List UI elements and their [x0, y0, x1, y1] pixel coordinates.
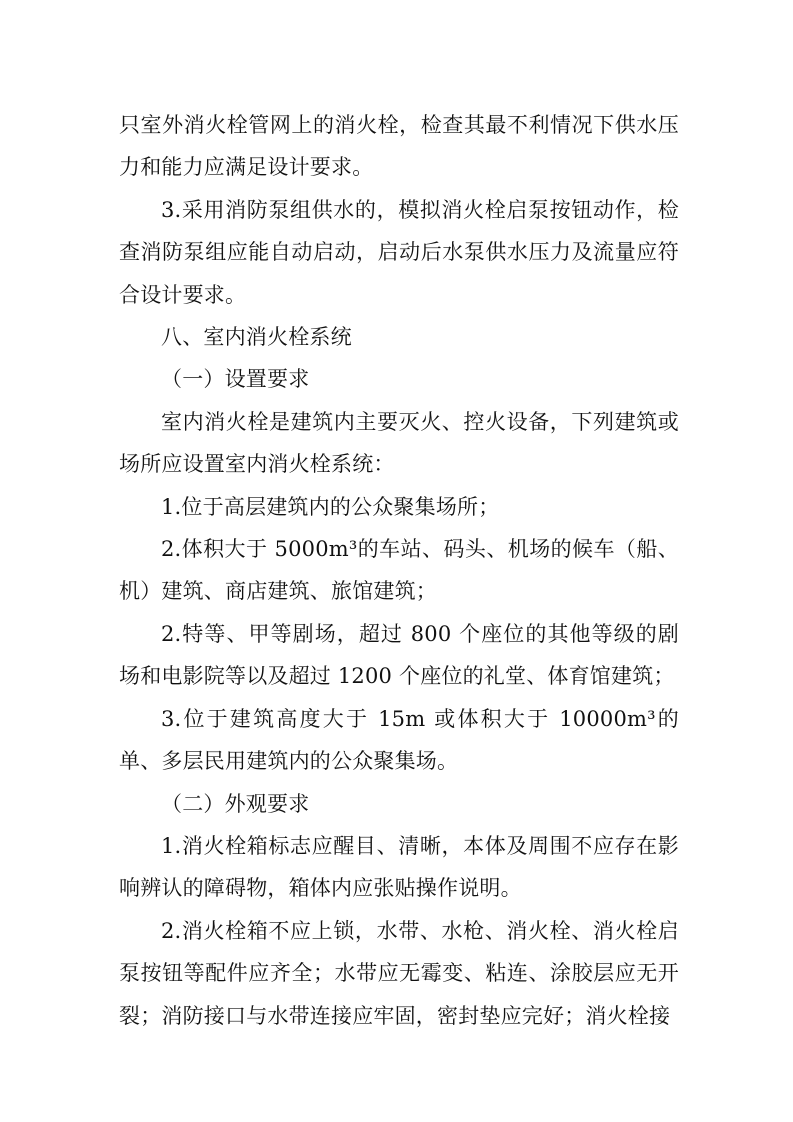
list-item-building-height: 3.位于建筑高度大于 15m 或体积大于 10000m³的单、多层民用建筑内的公众聚集场。: [119, 706, 679, 774]
paragraph-pump-supply: 3.采用消防泵组供水的，模拟消火栓启泵按钮动作，检查消防泵组应能自动启动，启动后水泵供水压力及流量应符合设计要求。: [119, 197, 679, 307]
paragraph-setup-intro: 室内消火栓是建筑内主要灭火、控火设备，下列建筑或场所应设置室内消火栓系统：: [119, 409, 679, 477]
paragraph-continuation: 只室外消火栓管网上的消火栓，检查其最不利情况下供水压力和能力应满足设计要求。: [119, 113, 679, 180]
subsection-heading-setup: （一）设置要求: [161, 367, 310, 392]
subsection-heading-appearance: （二）外观要求: [161, 791, 310, 816]
list-item-high-rise: 1.位于高层建筑内的公众聚集场所；: [161, 494, 500, 519]
list-item-station-volume: 2.体积大于 5000m³的车站、码头、机场的候车（船、机）建筑、商店建筑、旅馆建筑；: [119, 537, 679, 604]
document-body: [119, 104, 679, 1037]
list-item-theater: 2.特等、甲等剧场，超过 800 个座位的其他等级的剧场和电影院等以及超过 1200 个座位的礼堂、体育馆建筑；: [119, 621, 679, 689]
list-item-cabinet: 2.消火栓箱不应上锁，水带、水枪、消火栓、消火栓启泵按钮等配件应齐全；水带应无霉变、粘连、涂胶层应无开裂；消防接口与水带连接应牢固，密封垫应完好；消火栓接: [119, 918, 679, 1028]
section-heading-indoor-hydrant: 八、室内消火栓系统: [161, 325, 352, 350]
list-item-signage: 1.消火栓箱标志应醒目、清晰，本体及周围不应存在影响辨认的障碍物，箱体内应张贴操作说明。: [119, 833, 679, 901]
